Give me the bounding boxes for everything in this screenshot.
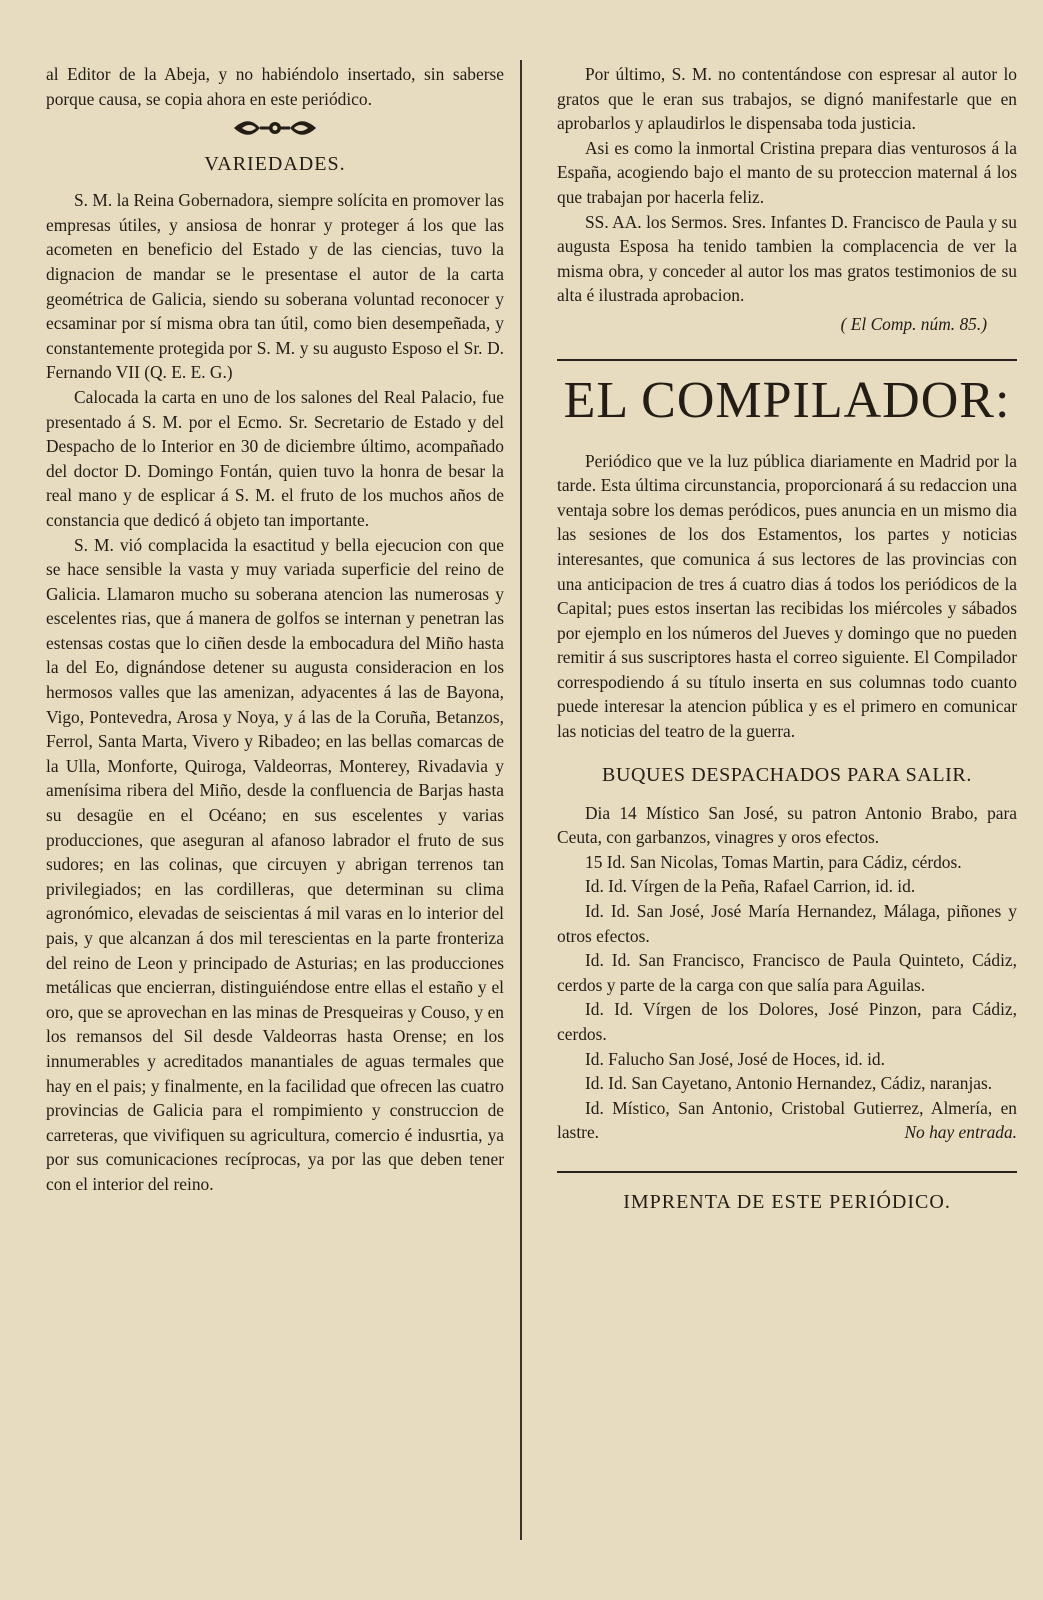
source-credit: ( El Comp. núm. 85.) xyxy=(840,313,987,334)
ship-entry: Id. Id. San Cayetano, Antonio Hernandez, Cádiz, naranjas. xyxy=(585,1073,993,1094)
paragraph: S. M. vió complacida la esactitud y bella ejecucion con que se hace sensible la vasta y muy variada superficie del reino de Galicia. Llamaron mucho su soberana atencion las numerosas y escelentes rias, que á manera de golfos se internan y penetran las estensas costas que lo ciñen desde la embocadura del Miño hasta la del Eo, dignándose detener su augusta consideracion en los hermosos valles que las amenizan, adyacentes á las de Bayona, Vigo, Pontevedra, Arosa y Noya, y á las de la Coruña, Betanzos, Ferrol, Santa Marta, Vivero y Ribadeo; en las bellas comarcas de la Ulla, Monforte, Quiroga, Valdeorras, Monterey, Rivadavia y amenísima ribera del Miño, desde la confluencia de Barjas hasta su desagüe en el Océano; en sus escelentes y varias producciones, que aseguran al afanoso labrador el fruto de sus sudores; en las colinas, que circuyen y abrigan terrenos tan privilegiados; en las cordilleras, que determinan su clima agronómico, elevadas de seiscientas á mil varas en lo interior del pais, y que alcanzan á dos mil terescientas en la parte fronteriza del reino de Leon y principado de Asturias; en las producciones metálicas que encierran, distinguiéndose entre ellas el estaño y el oro, que se aprovechan en las minas de Presqueiras y Couso, y en los remansos del Sil desde Valdeorras hasta Orense; en los innumerables y acreditados manantiales de aguas termales que hay en el pais; y finalmente, en la facilidad que ofrecen las cuatro provincias de Galicia para el rompimiento y construccion de carreteras, que vivifiquen su agricultura, comercio é indusrtia, ya por sus comunicaciones recíprocas, ya por las que deben tener con el interior del reino. xyxy=(46,534,504,1194)
paragraph: Calocada la carta en uno de los salones del Real Palacio, fue presentado á S. M. por el Ecmo. Sr. Secretario de Estado y del Despacho de lo Interior en 30 de diciembre último, acompañado del doctor D. Domingo Fontán, quien tuvo la honra de besar la real mano y de esplicar á S. M. el fruto de los muchos años de constancia que dedicó á objeto tan importante. xyxy=(46,386,504,530)
paragraph: Por último, S. M. no contentándose con espresar al autor lo gratos que le eran sus trabajos, se dignó manifestarle que en aprobarlos y aplaudirlos le dispensaba toda justicia. xyxy=(557,64,1017,134)
ships-section-title: BUQUES DESPACHADOS PARA SALIR. xyxy=(602,763,972,786)
paragraph: Asi es como la inmortal Cristina prepara dias venturosos á la España, acogiendo bajo el manto de su proteccion maternal á los que trabajan por hacerla feliz. xyxy=(557,137,1017,207)
column-divider xyxy=(520,60,522,1540)
ship-entry: 15 Id. San Nicolas, Tomas Martin, para Cádiz, cérdos. xyxy=(585,851,962,872)
ship-entry: Dia 14 Místico San José, su patron Antonio Brabo, para Ceuta, con garbanzos, vinagres y oros efectos. xyxy=(557,802,1017,848)
paragraph: SS. AA. los Sermos. Sres. Infantes D. Francisco de Paula y su augusta Esposa ha tenido tambien la complacencia de ver la misma obra, y conceder al autor los mas gratos testimonios de su alta é ilustrada aprobacion. xyxy=(557,211,1017,306)
right-column xyxy=(557,62,1017,1214)
ornament-icon xyxy=(230,117,320,139)
ship-entry: Id. Id. Vírgen de los Dolores, José Pinzon, para Cádiz, cerdos. xyxy=(557,999,1017,1044)
compilador-description: Periódico que ve la luz pública diariamente en Madrid por la tarde. Esta última circunstancia, proporcionará á su redaccion una ventaja sobre los demas peródicos, pues anuncia en un mismo dia las sesiones de los dos Estamentos, los partes y noticias interesantes, que comunica á sus lectores de las provincias con una anticipacion de tres á cuatro dias á todos los periódicos de la Capital; pues estos insertan las recibidas los miércoles y sábados por ejemplo en los números del Jueves y domingo que no pueden remitir á sus suscriptores hasta el correo siguiente. El Compilador correspodiendo á su título inserta en sus columnas todo cuanto puede interesar la atencion pública y es el primero en comunicar las noticias del teatro de la guerra. xyxy=(557,450,1017,742)
ship-entry: Id. Id. San José, José María Hernandez, Málaga, piñones y otros efectos. xyxy=(557,901,1017,946)
horizontal-rule xyxy=(557,1171,1017,1173)
intro-text: al Editor de la Abeja, y no habiéndolo insertado, sin saberse porque causa, se copia ahora en este periódico. xyxy=(46,64,504,109)
section-title: VARIEDADES. xyxy=(204,153,346,176)
left-column xyxy=(46,62,504,1197)
masthead-title: EL COMPILADOR: xyxy=(563,371,1011,429)
ship-entry: Id. Falucho San José, José de Hoces, id. id. xyxy=(585,1048,885,1069)
paragraph: S. M. la Reina Gobernadora, siempre solícita en promover las empresas útiles, y ansiosa de honrar y proteger á los que las acometen en beneficio del Estado y de las ciencias, tuvo la dignacion de mandar se le presentase el autor de la carta geométrica de Galicia, siendo su soberana voluntad reconocer y ecsaminar por sí misma obra tan útil, como bien desempeñada, y constantemente protegida por S. M. y su augusto Esposo el Sr. D. Fernando VII (Q. E. E. G.) xyxy=(46,190,504,383)
imprint-line: IMPRENTA DE ESTE PERIÓDICO. xyxy=(623,1190,951,1213)
horizontal-rule xyxy=(557,359,1017,361)
ship-entry: Id. Id. San Francisco, Francisco de Paula Quinteto, Cádiz, cerdos y parte de la carga con que salía para Aguilas. xyxy=(557,950,1017,995)
ship-entry-text: Id. Místico, San Antonio, Cristobal Gutierrez, Almería, en lastre. xyxy=(557,1097,1017,1143)
ship-entry: Id. Id. Vírgen de la Peña, Rafael Carrion, id. id. xyxy=(585,876,916,897)
no-entry-note: No hay entrada. xyxy=(904,1122,1017,1143)
ship-entry-last xyxy=(557,1096,1017,1145)
